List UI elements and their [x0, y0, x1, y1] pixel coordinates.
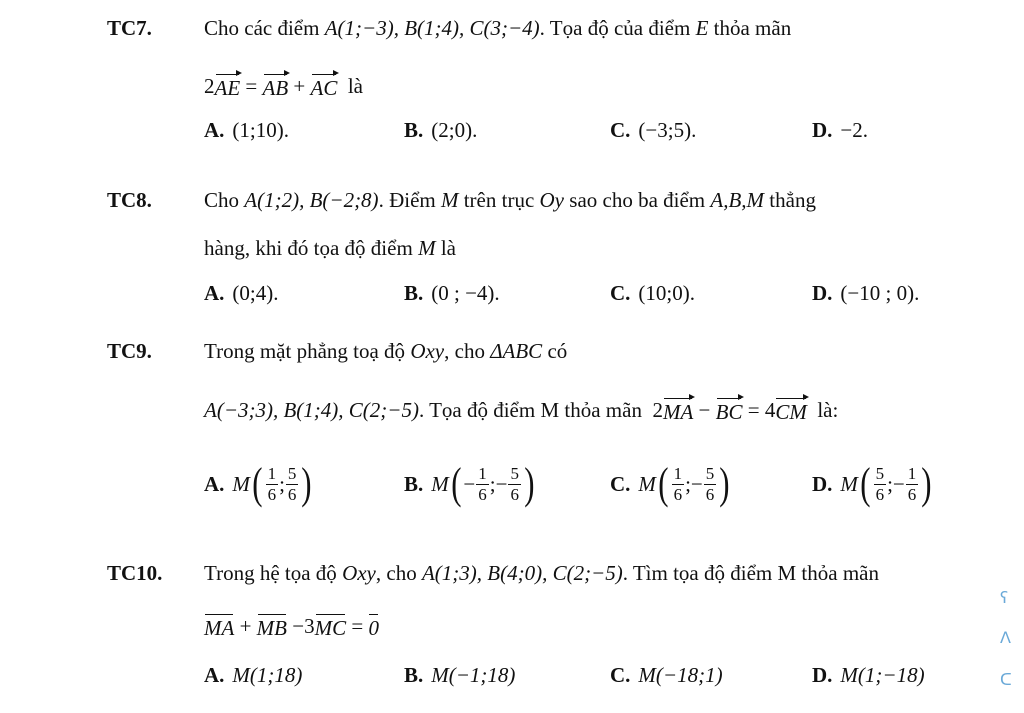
q9-stem: Trong mặt phẳng toạ độ Oxy , cho ΔABC có: [204, 339, 568, 363]
q10-stem: Trong hệ tọa độ Oxy , cho A(1;3), B(4;0), C(2;−5) . Tìm tọa độ điểm M thỏa mãn: [204, 561, 879, 585]
vector-AB: AB: [263, 72, 289, 101]
q9-condition: A(−3;3), B(1;4), C(2;−5) . Tọa độ điểm M thỏa mãn 2 MA − BC = 4 CM là:: [204, 398, 839, 424]
q10-option-a[interactable]: A. M(1;18): [204, 663, 303, 687]
q8-stem-line2: hàng, khi đó tọa độ điểm M là: [204, 236, 456, 260]
q10-option-c[interactable]: C. M(−18;1): [610, 663, 723, 687]
watermark-glyph: ʕ: [1000, 588, 1009, 607]
vector-AE: AE: [215, 72, 241, 101]
vector-MB: MB: [257, 612, 287, 641]
q8-label: TC8.: [107, 188, 152, 212]
vector-MA: MA: [204, 612, 234, 641]
q8-option-c[interactable]: C. (10;0).: [610, 281, 695, 305]
q10-condition: MA + MB −3 MC = 0: [204, 614, 379, 640]
q7-stem: Cho các điểm A(1;−3), B(1;4), C(3;−4) . Tọa độ của điểm E thỏa mãn: [204, 16, 792, 40]
q10-label: TC10.: [107, 561, 163, 585]
q8-option-d[interactable]: D. (−10 ; 0).: [812, 281, 920, 305]
q9-option-d[interactable]: D. M ( $\frac{5}{6}$ ; − $\frac{1}{6}$ ): [812, 459, 932, 508]
watermark-glyph: ᑕ: [1000, 670, 1012, 689]
q7-option-d[interactable]: D. −2.: [812, 118, 869, 142]
q7-condition: 2 AE = AB + AC là: [204, 74, 363, 100]
watermark-glyph: Ʌ: [1000, 628, 1011, 647]
vector-MC: MC: [315, 612, 347, 641]
q8-option-a[interactable]: A. (0;4).: [204, 281, 279, 305]
q8-option-b[interactable]: B. (0 ; −4).: [404, 281, 500, 305]
q9-label: TC9.: [107, 339, 152, 363]
q10-option-d[interactable]: D. M(1;−18): [812, 663, 925, 687]
q9-option-c[interactable]: C. M ( $\frac{1}{6}$ ; − $\frac{5}{6}$ ): [610, 459, 730, 508]
q8-stem: Cho A(1;2), B(−2;8) . Điểm M trên trục Oy sao cho ba điểm A,B,M thẳng: [204, 188, 816, 212]
zero-vector: 0: [368, 612, 379, 641]
q7-option-b[interactable]: B. (2;0).: [404, 118, 478, 142]
q7-label: TC7.: [107, 16, 152, 40]
q7-option-c[interactable]: C. (−3;5).: [610, 118, 697, 142]
vector-MA: MA: [663, 396, 693, 425]
q9-option-b[interactable]: B. M ( − $\frac{1}{6}$ ; − $\frac{5}{6}$ ): [404, 459, 535, 508]
vector-BC: BC: [716, 396, 743, 425]
q7-option-a[interactable]: A. (1;10).: [204, 118, 289, 142]
vector-AC: AC: [311, 72, 338, 101]
q10-option-b[interactable]: B. M(−1;18): [404, 663, 516, 687]
vector-CM: CM: [775, 396, 807, 425]
q9-option-a[interactable]: A. M ( $\frac{1}{6}$ ; $\frac{5}{6}$ ): [204, 459, 312, 508]
